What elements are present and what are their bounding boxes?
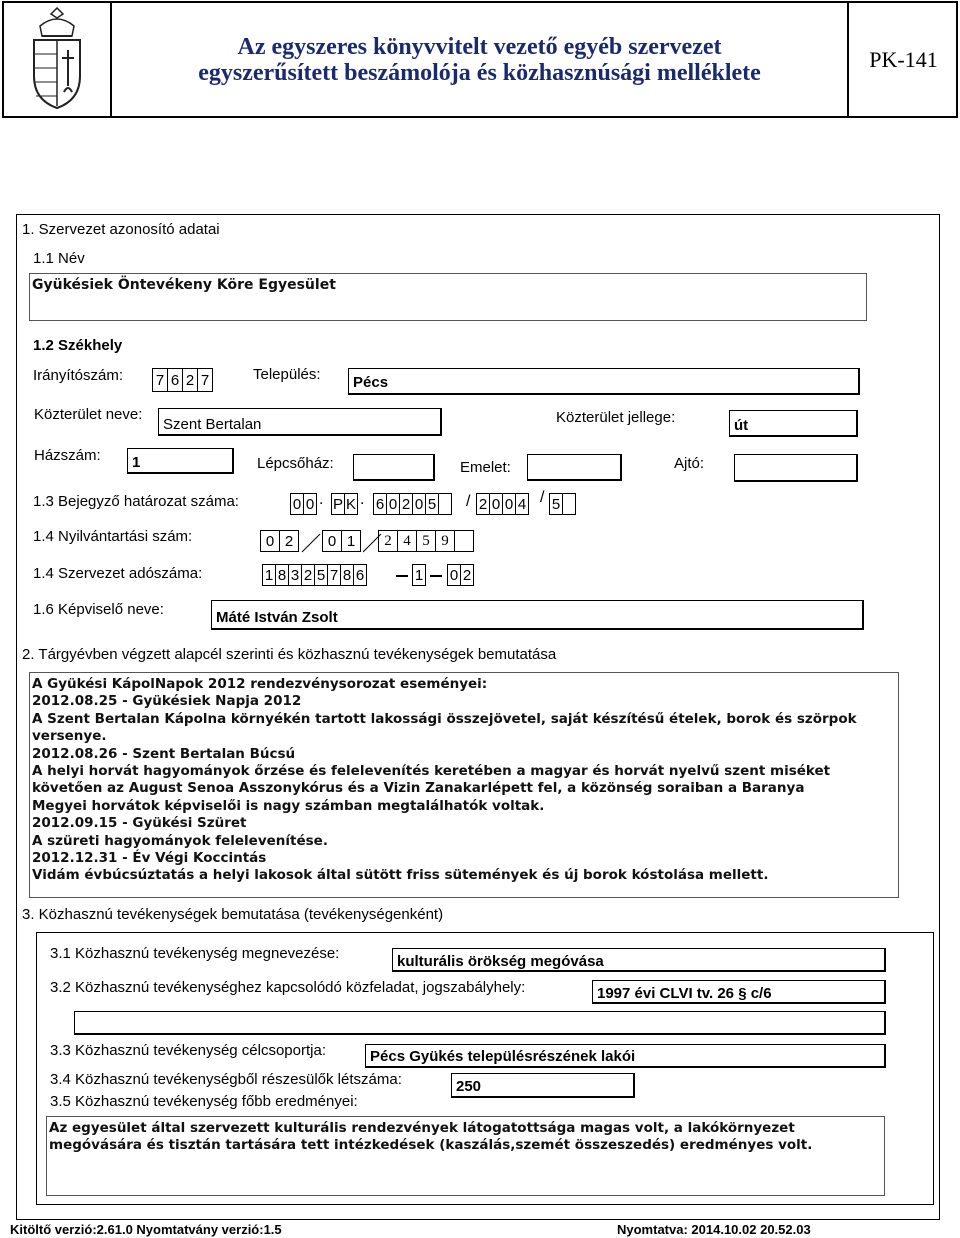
footer-version: Kitöltő verzió:2.61.0 Nyomtatvány verzió:1.5 [10,1222,282,1237]
target-label: 3.3 Közhasznú tevékenység célcsoportja: [50,1042,326,1059]
form-code: PK-141 [869,46,938,72]
street-type-label: Közterület jellege: [556,409,676,426]
section2-line: Megyei horvátok képviselői is nagy számban megtalálhatók voltak. [32,797,545,814]
participants-label: 3.4 Közhasznú tevékenységből részesülők létszáma: [50,1071,402,1088]
reg-decision-group [331,493,357,515]
reg-decision-label: 1.3 Bejegyző határozat száma: [33,493,239,510]
reg-decision-char: 4 [515,493,529,515]
results-line: megóvására és tisztán tartására tett intézkedések (kaszálás,szemét összeszedés) eredményes volt. [49,1137,813,1154]
tax-number-group [447,564,473,586]
house-field[interactable] [127,448,234,474]
tax-number-char: 1 [412,564,426,586]
rep-value: Máté István Zsolt [216,609,338,626]
street-label: Közterület neve: [34,406,143,423]
tax-number-char: 2 [460,564,474,586]
reg-number-char: 2 [279,530,299,552]
public-task-field-2[interactable] [74,1011,886,1035]
form-title [110,1,849,118]
reg-decision-char: K [344,493,358,515]
tax-label: 1.4 Szervezet adószáma: [33,565,203,582]
tax-number-char: 6 [353,564,367,586]
results-text-area[interactable] [46,1116,885,1196]
reg-decision-group [373,493,451,515]
rep-field[interactable] [211,600,864,630]
coat-of-arms-logo [22,6,92,112]
rep-label: 1.6 Képviselő neve: [33,601,164,618]
reg-decision-slash: / [540,489,545,506]
section2-line: Vidám évbúcsúztatás a helyi lakosok által sütött friss sütemények és új borok kóstolása mellett. [32,867,769,884]
participants-field[interactable] [451,1073,635,1098]
reg-decision-char: 5 [425,493,439,515]
form-title-line1: Az egyszeres könyvvitelt vezető egyéb szervezet [237,33,722,60]
door-field[interactable] [734,454,858,482]
tax-number-char: 8 [340,564,354,586]
reg-number-group [322,530,360,552]
reg-number-char [454,530,474,552]
reg-decision-char: 2 [476,493,490,515]
reg-decision-dot: . [360,491,365,508]
reg-decision-char: P [331,493,345,515]
results-line: Az egyesület által szervezett kulturális rendezvények látogatottsága magas volt, a lakókörnyezet [49,1120,795,1136]
name-field[interactable] [29,273,867,321]
form-title-line2: egyszerűsített beszámolója és közhasznúsági melléklete [198,59,761,86]
reg-number-char: 9 [435,530,455,552]
zip-label: Irányítószám: [33,367,124,384]
street-value: Szent Bertalan [163,416,262,433]
section2-text-area[interactable] [29,672,899,898]
city-label: Település: [253,366,321,383]
section2-line: A Gyükési KápolNapok 2012 rendezvénysorozat eseményei: [32,676,488,692]
reg-decision-group [290,493,316,515]
tax-number-group [412,564,425,586]
public-task-field[interactable] [592,980,886,1004]
slash-divider-icon [300,530,322,554]
reg-decision-dot: . [319,491,324,508]
reg-number-char: 4 [397,530,417,552]
activity-value: kulturális örökség megóvása [397,953,604,970]
section1-title: 1. Szervezet azonosító adatai [22,221,220,238]
name-label: 1.1 Név [33,250,85,267]
tax-number-char: 1 [262,564,276,586]
zip-digit: 6 [167,368,183,392]
reg-decision-char: 0 [489,493,503,515]
footer-print-date: Nyomtatva: 2014.10.02 20.52.03 [617,1222,811,1237]
reg-number-group [260,530,298,552]
section2-line: követően az August Senoa Asszonykórus és a Vizin Zanakarlépett fel, a közönség soraiban a Baranya [32,780,805,797]
dash-separator [396,575,408,577]
tax-number-char: 8 [275,564,289,586]
section3-title: 3. Közhasznú tevékenységek bemutatása (tevékenységenként) [22,906,444,923]
reg-decision-char: 0 [386,493,400,515]
section2-line: A Szent Bertalan Kápolna környékén tartott lakossági összejövetel, saját készítésű ételek, borok és szörpok [32,710,857,727]
tax-number-char: 2 [301,564,315,586]
reg-decision-char: 0 [303,493,317,515]
reg-decision-char: 0 [412,493,426,515]
street-type-value: út [734,417,749,434]
floor-field[interactable] [527,454,622,481]
reg-number-field[interactable] [260,530,480,554]
tax-number-char: 3 [288,564,302,586]
stair-field[interactable] [353,454,435,481]
reg-number-char: 0 [322,530,342,552]
reg-decision-field[interactable] [290,489,590,517]
section2-line: 2012.08.25 - Gyükésiek Napja 2012 [32,693,302,710]
tax-number-group [262,564,366,586]
reg-decision-group [476,493,528,515]
section2-line: A helyi horvát hagyományok őrzése és felelevenítés keretében a magyar és horvát nyelvű szent miséket [32,763,831,780]
street-type-field[interactable] [729,410,858,437]
section2-line: A szüreti hagyományok felelevenítése. [32,832,328,849]
reg-decision-char [438,493,452,515]
zip-digit: 2 [182,368,198,392]
reg-decision-char: 5 [549,493,563,515]
house-value: 1 [132,454,141,471]
target-value: Pécs Gyükés településrészének lakói [370,1048,636,1065]
activity-field[interactable] [392,948,886,972]
city-value: Pécs [353,374,389,391]
reg-number-char: 2 [378,530,398,552]
house-label: Házszám: [34,447,101,464]
public-task-value: 1997 évi CLVI tv. 26 § c/6 [597,985,772,1002]
reg-decision-group [549,493,575,515]
reg-number-label: 1.4 Nyilvántartási szám: [33,528,193,545]
reg-number-char: 0 [260,530,280,552]
results-label: 3.5 Közhasznú tevékenység főbb eredményei: [50,1093,358,1110]
stair-label: Lépcsőház: [257,455,334,472]
activity-label: 3.1 Közhasznú tevékenység megnevezése: [50,945,340,962]
door-label: Ajtó: [674,455,705,472]
zip-digit: 7 [152,368,168,392]
city-field[interactable] [348,368,860,395]
public-task-label: 3.2 Közhasznú tevékenységhez kapcsolódó közfeladat, jogszabályhely: [50,979,526,996]
reg-decision-char: 2 [399,493,413,515]
zip-digit: 7 [197,368,213,392]
reg-number-char: 1 [341,530,361,552]
tax-number-char: 0 [447,564,461,586]
name-value: Gyükésiek Öntevékeny Köre Egyesület [32,277,336,293]
reg-decision-slash: / [466,493,471,510]
section2-line: 2012.09.15 - Gyükési Szüret [32,815,247,832]
dash-separator [430,575,442,577]
section2-line: versenye. [32,728,107,745]
reg-decision-char: 6 [373,493,387,515]
zip-field[interactable] [152,368,212,392]
reg-decision-char [562,493,576,515]
participants-value: 250 [456,1078,482,1095]
section2-line: 2012.12.31 - Év Végi Koccintás [32,850,267,867]
section2-title: 2. Tárgyévben végzett alapcél szerinti és közhasznú tevékenységek bemutatása [22,646,557,663]
tax-number-char: 7 [327,564,341,586]
street-field[interactable] [158,408,442,436]
floor-label: Emelet: [460,459,511,476]
reg-decision-char: 0 [502,493,516,515]
reg-number-char: 5 [416,530,436,552]
tax-number-field[interactable] [262,564,482,588]
reg-number-group [378,530,473,552]
target-field[interactable] [365,1044,886,1068]
section2-line: 2012.08.26 - Szent Bertalan Búcsú [32,745,296,762]
reg-decision-char: 0 [290,493,304,515]
seat-label: 1.2 Székhely [33,337,123,354]
tax-number-char: 5 [314,564,328,586]
